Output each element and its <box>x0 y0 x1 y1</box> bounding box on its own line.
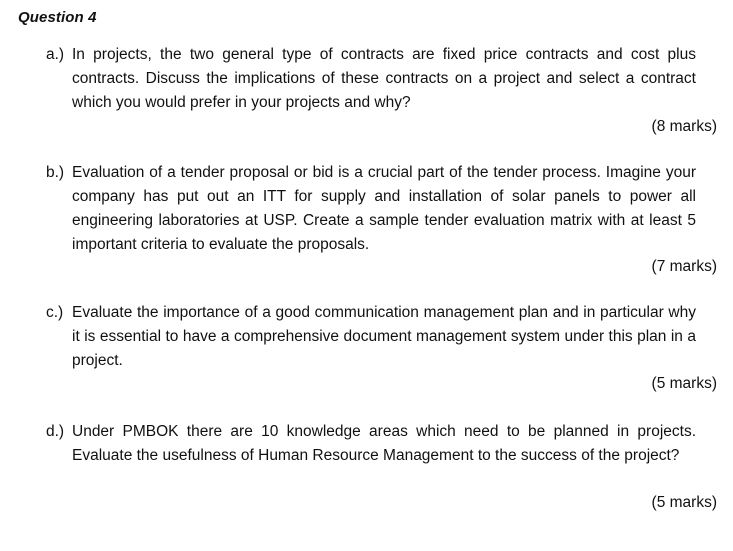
question-c-marks: (5 marks) <box>651 375 717 392</box>
question-a-letter: a.) <box>46 46 65 63</box>
question-a-text: In projects, the two general type of contracts are fixed price contracts and cost plus contracts. Discuss the implications of these contracts on a project and select a contract which you would prefer in your projects and why? <box>72 46 696 111</box>
question-c-letter: c.) <box>46 304 64 321</box>
question-b-text: Evaluation of a tender proposal or bid is a crucial part of the tender process. Imagine your company has put out an ITT for supply and installation of solar panels to power all engineering laboratories at USP. Create a sample tender evaluation matrix with at least 5 important criteria to evaluate the proposals. <box>72 164 696 253</box>
question-heading: Question 4 <box>18 9 97 26</box>
question-d-letter: d.) <box>46 423 65 440</box>
question-b-marks: (7 marks) <box>651 258 717 275</box>
question-c <box>46 301 696 373</box>
question-b <box>46 161 696 257</box>
question-d <box>46 420 696 468</box>
question-d-marks: (5 marks) <box>651 494 717 511</box>
question-d-text: Under PMBOK there are 10 knowledge areas which need to be planned in projects. Evaluate the usefulness of Human Resource Management to the success of the project? <box>72 423 696 464</box>
question-b-letter: b.) <box>46 164 65 181</box>
question-a <box>46 43 696 115</box>
question-c-text: Evaluate the importance of a good communication management plan and in particular why it is essential to have a comprehensive document management system under this plan in a project. <box>72 304 696 369</box>
question-a-marks: (8 marks) <box>651 118 717 135</box>
